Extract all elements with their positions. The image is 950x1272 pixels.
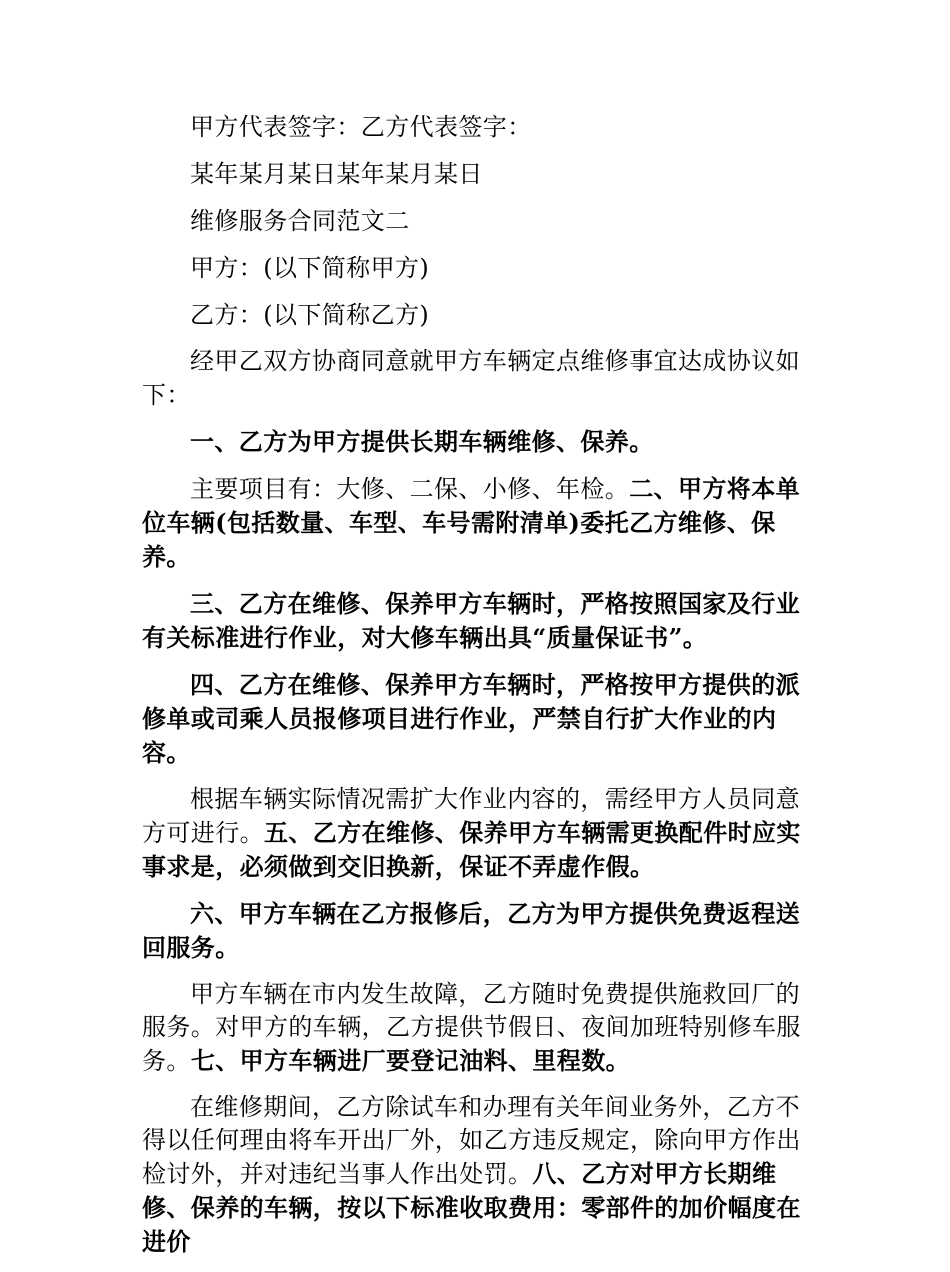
agreement-intro: 经甲乙双方协商同意就甲方车辆定点维修事宜达成协议如下： [142, 347, 800, 409]
party-a-line: 甲方：(以下简称甲方) [190, 254, 430, 282]
signature-line: 甲方代表签字：乙方代表签字： [190, 113, 532, 141]
document-body [142, 110, 810, 1272]
clause-6: 六、甲方车辆在乙方报修后，乙方为甲方提供免费返程送回服务。 [142, 899, 800, 962]
clause-1: 一、乙方为甲方提供长期车辆维修、保养。 [190, 427, 654, 456]
clause-5: 根据车辆实际情况需扩大作业内容的，需经甲方人员同意方可进行。五、乙方在维修、保养甲方车辆需更换配件时应实事求是，必须做到交旧换新，保证不弄虚作假。 [142, 785, 801, 881]
clause-3: 三、乙方在维修、保养甲方车辆时，严格按照国家及行业有关标准进行作业，对大修车辆出具“质量保证书”。 [142, 589, 800, 652]
date-line: 某年某月某日某年某月某日 [190, 160, 483, 188]
clause-4: 四、乙方在维修、保养甲方车辆时，严格按甲方提供的派修单或司乘人员报修项目进行作业，严禁自行扩大作业的内容。 [142, 670, 800, 767]
clause-8: 在维修期间，乙方除试车和办理有关年间业务外，乙方不得以任何理由将车开出厂外，如乙方违反规定，除向甲方作出检讨外，并对违纪当事人作出处罚。八、乙方对甲方长期维修、保养的车辆，按以下标准收取费用：零部件的加价幅度在进价 [142, 1093, 801, 1256]
party-b-line: 乙方：(以下简称乙方) [190, 301, 430, 329]
clause-7: 甲方车辆在市内发生故障，乙方随时免费提供施救回厂的服务。对甲方的车辆，乙方提供节假日、夜间加班特别修车服务。七、甲方车辆进厂要登记油料、里程数。 [142, 980, 801, 1075]
section-title: 维修服务合同范文二 [190, 207, 410, 235]
clause-2: 主要项目有：大修、二保、小修、年检。二、甲方将本单位车辆(包括数量、车型、车号需附清单)委托乙方维修、保养。 [142, 474, 801, 571]
